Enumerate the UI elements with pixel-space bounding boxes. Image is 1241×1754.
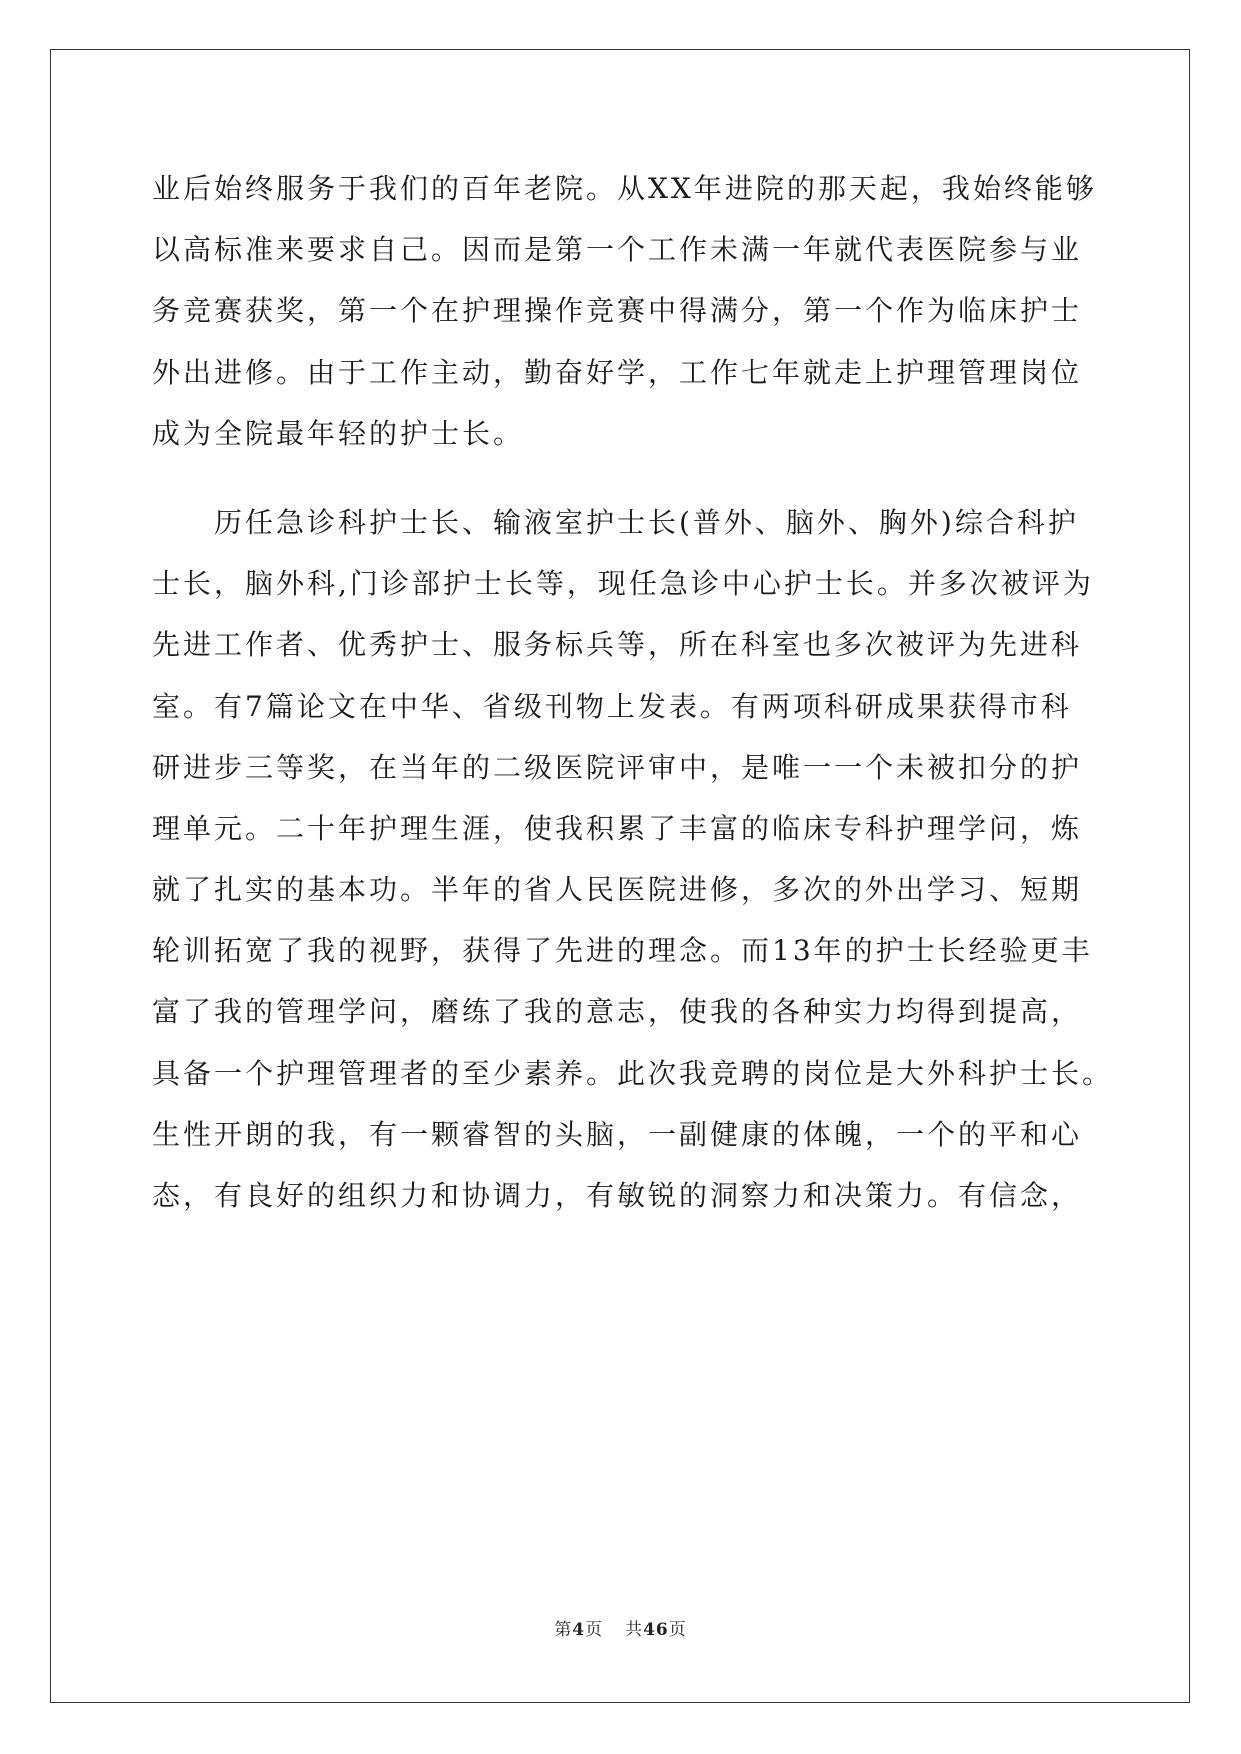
paragraph-line: 以高标准来要求自己。因而是第一个工作未满一年就代表医院参与业 [152,233,1083,267]
total-suffix: 页 [668,1620,687,1640]
paragraph-line: 室。有7篇论文在中华、省级刊物上发表。有两项科研成果获得市科 [152,689,1072,723]
paragraph-line: 具备一个护理管理者的至少素养。此次我竞聘的岗位是大外科护士长。 [152,1056,1114,1090]
page-footer [0,1615,1241,1640]
paragraph-line: 成为全院最年轻的护士长。 [152,416,525,450]
paragraph-line: 态，有良好的组织力和协调力，有敏锐的洞察力和决策力。有信念， [152,1179,1083,1212]
page-suffix: 页 [585,1620,604,1640]
paragraph-line: 业后始终服务于我们的百年老院。从XX年进院的那天起，我始终能够 [152,172,1097,205]
paragraph-line: 士长，脑外科,门诊部护士长等，现任急诊中心护士长。并多次被评为 [152,567,1094,601]
total-pages: 46 [643,1620,669,1640]
paragraph-line: 研进步三等奖，在当年的二级医院评审中，是唯一一个未被扣分的护 [152,750,1083,784]
paragraph-line: 理单元。二十年护理生涯，使我积累了丰富的临床专科护理学问，炼 [152,811,1083,845]
paragraph-line: 外出进修。由于工作主动，勤奋好学，工作七年就走上护理管理岗位 [152,355,1083,389]
paragraph-line: 富了我的管理学问，磨练了我的意志，使我的各种实力均得到提高， [152,995,1083,1029]
total-prefix: 共 [625,1620,644,1640]
document-body [152,158,1114,1226]
paragraph-line: 务竞赛获奖，第一个在护理操作竞赛中得满分，第一个作为临床护士 [152,294,1083,328]
paragraph-line: 先进工作者、优秀护士、服务标兵等，所在科室也多次被评为先进科 [152,628,1083,662]
page-number: 4 [572,1620,586,1640]
paragraph-line: 生性开朗的我，有一颗睿智的头脑，一副健康的体魄，一个的平和心 [152,1117,1083,1151]
paragraph-line: 就了扎实的基本功。半年的省人民医院进修，多次的外出学习、短期 [152,873,1083,907]
paragraph-line: 历任急诊科护士长、输液室护士长(普外、脑外、胸外)综合科护 [214,505,1079,539]
page-prefix: 第 [554,1620,573,1640]
paragraph-line: 轮训拓宽了我的视野，获得了先进的理念。而13年的护士长经验更丰 [152,934,1093,968]
